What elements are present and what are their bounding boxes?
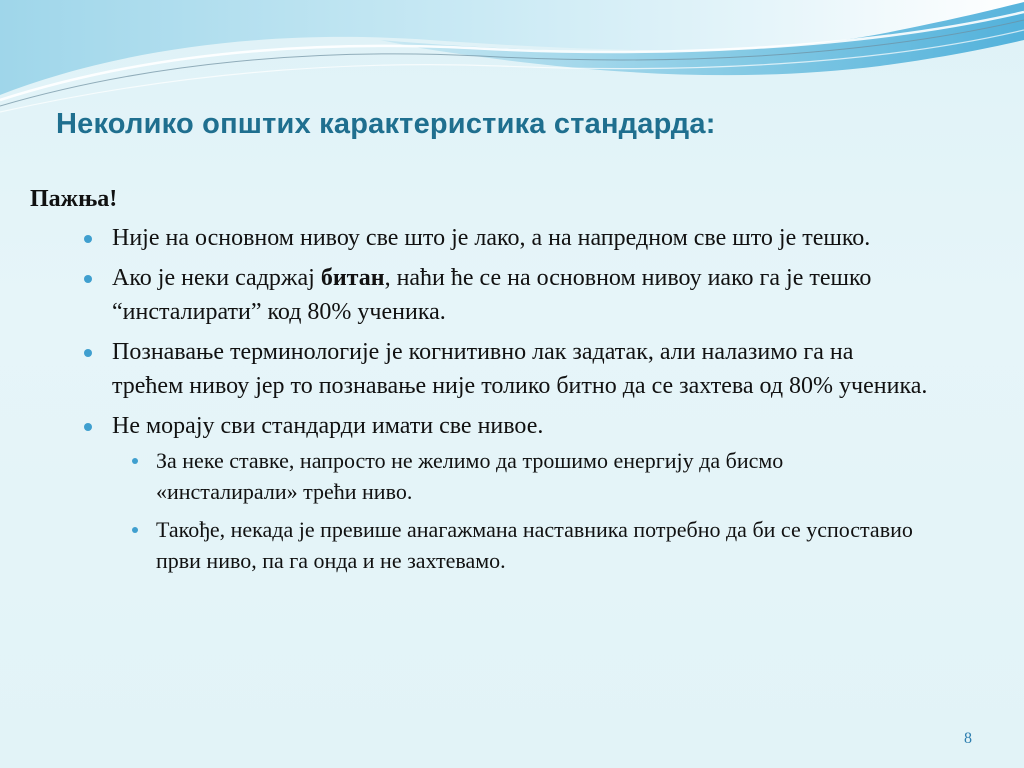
slide-title: Неколико општих карактеристика стандарда: [56, 108, 716, 140]
bullet-dot-icon [84, 275, 92, 283]
bullet-text-after: , наћи ће се на основном нивоу иако га је тешко “инсталирати” код 80% ученика. [112, 265, 872, 325]
sub-bullet-text: Такође, некада је превише анагажмана наставника потребно да би се успоставио први ниво, па га онда и не захтевамо. [156, 517, 913, 573]
bullet-dot-icon [84, 423, 92, 431]
bullet-text: Не морају сви стандарди имати све нивое. [112, 413, 544, 439]
sub-list-item [112, 514, 930, 576]
bullet-text-bold: битан [320, 265, 385, 291]
sub-list-item [112, 445, 930, 507]
bullet-dot-icon [84, 235, 92, 243]
list-item [30, 409, 930, 576]
lead-text: Пажња! [30, 186, 118, 212]
sub-bullet-dot-icon [132, 527, 138, 533]
bullet-text: Познавање терминологије је когнитивно лак задатак, али налазимо га на трећем нивоу јер то познавање није толико битно да се захтева од 80% ученика. [112, 339, 928, 399]
list-item [30, 261, 930, 329]
bullet-text: Није на основном нивоу све што је лако, а на напредном све што је тешко. [112, 225, 871, 251]
header-wave-decoration [0, 0, 1024, 120]
sub-bullet-list [112, 445, 930, 576]
list-item [30, 335, 930, 403]
slide-content [30, 186, 930, 583]
bullet-text-before: Ако је неки садржај [112, 265, 321, 291]
bullet-list [30, 221, 930, 576]
sub-bullet-dot-icon [132, 458, 138, 464]
bullet-dot-icon [84, 349, 92, 357]
sub-bullet-text: За неке ставке, напросто не желимо да трошимо енергију да бисмо «инсталирали» трећи ниво. [156, 448, 784, 504]
page-number: 8 [964, 730, 972, 747]
list-item [30, 221, 930, 255]
